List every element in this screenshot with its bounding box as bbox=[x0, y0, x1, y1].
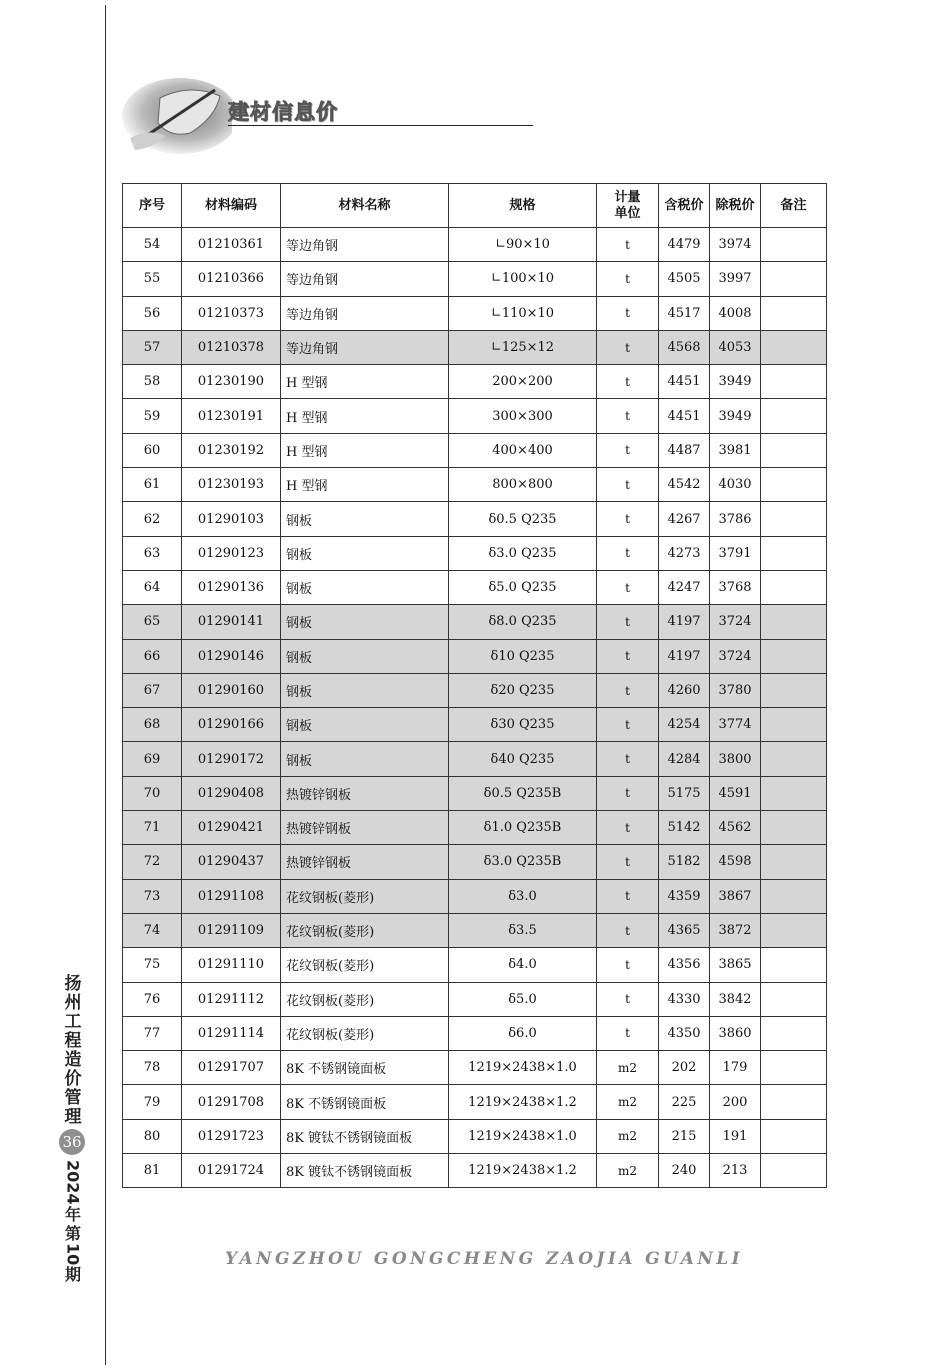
cell-net-price: 3974 bbox=[710, 228, 761, 262]
cell-tax-price: 4330 bbox=[659, 982, 710, 1016]
table-row bbox=[123, 742, 827, 776]
cell-note bbox=[761, 845, 827, 879]
cell-tax-price: 4451 bbox=[659, 365, 710, 399]
cell-unit: t bbox=[597, 742, 659, 776]
cell-net-price: 3774 bbox=[710, 708, 761, 742]
cell-code: 01290172 bbox=[182, 742, 281, 776]
cell-no: 69 bbox=[123, 742, 182, 776]
cell-note bbox=[761, 262, 827, 296]
table-row bbox=[123, 296, 827, 330]
table-row bbox=[123, 776, 827, 810]
table-row bbox=[123, 1085, 827, 1119]
section-title: 建材信息价 bbox=[228, 100, 338, 124]
cell-tax-price: 4487 bbox=[659, 433, 710, 467]
cell-tax-price: 4356 bbox=[659, 948, 710, 982]
issue-info-vertical bbox=[60, 1160, 86, 1284]
cell-spec: 200×200 bbox=[449, 365, 597, 399]
cell-spec: δ8.0 Q235 bbox=[449, 605, 597, 639]
table-row bbox=[123, 399, 827, 433]
cell-spec: 1219×2438×1.2 bbox=[449, 1154, 597, 1188]
header-net-price: 除税价 bbox=[710, 184, 761, 228]
table-row bbox=[123, 502, 827, 536]
cell-tax-price: 4451 bbox=[659, 399, 710, 433]
cell-name: H 型钢 bbox=[281, 468, 449, 502]
cell-code: 01210361 bbox=[182, 228, 281, 262]
header-name: 材料名称 bbox=[281, 184, 449, 228]
cell-no: 54 bbox=[123, 228, 182, 262]
cell-note bbox=[761, 811, 827, 845]
cell-code: 01230190 bbox=[182, 365, 281, 399]
cell-unit: t bbox=[597, 228, 659, 262]
cell-no: 63 bbox=[123, 536, 182, 570]
cell-unit: t bbox=[597, 468, 659, 502]
cell-tax-price: 4542 bbox=[659, 468, 710, 502]
cell-net-price: 3842 bbox=[710, 982, 761, 1016]
cell-note bbox=[761, 536, 827, 570]
cell-code: 01290408 bbox=[182, 776, 281, 810]
cell-no: 62 bbox=[123, 502, 182, 536]
cell-spec: 400×400 bbox=[449, 433, 597, 467]
cell-code: 01291109 bbox=[182, 913, 281, 947]
cell-spec: δ10 Q235 bbox=[449, 639, 597, 673]
cell-code: 01291110 bbox=[182, 948, 281, 982]
cell-unit: t bbox=[597, 673, 659, 707]
cell-name: 钢板 bbox=[281, 639, 449, 673]
cell-net-price: 3791 bbox=[710, 536, 761, 570]
issue-year: 2024 bbox=[63, 1160, 83, 1205]
cell-code: 01290421 bbox=[182, 811, 281, 845]
cell-unit: t bbox=[597, 433, 659, 467]
cell-code: 01290141 bbox=[182, 605, 281, 639]
journal-char: 程 bbox=[64, 1031, 82, 1051]
cell-name: 钢板 bbox=[281, 536, 449, 570]
cell-no: 71 bbox=[123, 811, 182, 845]
cell-note bbox=[761, 296, 827, 330]
cell-spec: δ40 Q235 bbox=[449, 742, 597, 776]
cell-no: 65 bbox=[123, 605, 182, 639]
cell-no: 79 bbox=[123, 1085, 182, 1119]
table-row bbox=[123, 845, 827, 879]
table-row bbox=[123, 708, 827, 742]
header-code: 材料编码 bbox=[182, 184, 281, 228]
cell-name: 热镀锌钢板 bbox=[281, 845, 449, 879]
cell-spec: δ1.0 Q235B bbox=[449, 811, 597, 845]
hand-writing-header-image bbox=[120, 78, 232, 156]
cell-tax-price: 4247 bbox=[659, 570, 710, 604]
cell-no: 68 bbox=[123, 708, 182, 742]
cell-unit: m2 bbox=[597, 1119, 659, 1153]
cell-net-price: 3867 bbox=[710, 879, 761, 913]
cell-unit: t bbox=[597, 811, 659, 845]
cell-tax-price: 4505 bbox=[659, 262, 710, 296]
cell-name: 等边角钢 bbox=[281, 330, 449, 364]
cell-name: H 型钢 bbox=[281, 399, 449, 433]
cell-code: 01210378 bbox=[182, 330, 281, 364]
cell-spec: 1219×2438×1.0 bbox=[449, 1119, 597, 1153]
cell-unit: t bbox=[597, 708, 659, 742]
cell-note bbox=[761, 399, 827, 433]
cell-unit: t bbox=[597, 605, 659, 639]
cell-unit: t bbox=[597, 913, 659, 947]
cell-tax-price: 202 bbox=[659, 1051, 710, 1085]
table-row bbox=[123, 433, 827, 467]
cell-spec: δ5.0 Q235 bbox=[449, 570, 597, 604]
header-note: 备注 bbox=[761, 184, 827, 228]
cell-note bbox=[761, 502, 827, 536]
cell-net-price: 3865 bbox=[710, 948, 761, 982]
cell-net-price: 3724 bbox=[710, 639, 761, 673]
cell-spec: δ20 Q235 bbox=[449, 673, 597, 707]
cell-tax-price: 4359 bbox=[659, 879, 710, 913]
price-table bbox=[122, 183, 827, 1188]
cell-unit: t bbox=[597, 365, 659, 399]
cell-net-price: 3981 bbox=[710, 433, 761, 467]
cell-code: 01210366 bbox=[182, 262, 281, 296]
issue-number: 10 bbox=[63, 1242, 83, 1265]
cell-note bbox=[761, 570, 827, 604]
cell-unit: t bbox=[597, 399, 659, 433]
cell-no: 64 bbox=[123, 570, 182, 604]
cell-code: 01230191 bbox=[182, 399, 281, 433]
cell-unit: t bbox=[597, 639, 659, 673]
cell-spec: δ4.0 bbox=[449, 948, 597, 982]
table-row bbox=[123, 1016, 827, 1050]
cell-unit: t bbox=[597, 536, 659, 570]
cell-spec: 1219×2438×1.2 bbox=[449, 1085, 597, 1119]
cell-net-price: 191 bbox=[710, 1119, 761, 1153]
cell-note bbox=[761, 1119, 827, 1153]
cell-net-price: 3872 bbox=[710, 913, 761, 947]
cell-tax-price: 4273 bbox=[659, 536, 710, 570]
page-number-badge: 36 bbox=[59, 1129, 85, 1155]
cell-name: 花纹钢板(菱形) bbox=[281, 982, 449, 1016]
issue-char-year: 年 bbox=[64, 1204, 81, 1224]
header-unit bbox=[597, 184, 659, 228]
cell-name: 8K 镀钛不锈钢镜面板 bbox=[281, 1119, 449, 1153]
cell-note bbox=[761, 1154, 827, 1188]
table-row bbox=[123, 468, 827, 502]
cell-no: 58 bbox=[123, 365, 182, 399]
cell-unit: t bbox=[597, 776, 659, 810]
cell-no: 73 bbox=[123, 879, 182, 913]
cell-name: 钢板 bbox=[281, 673, 449, 707]
cell-net-price: 179 bbox=[710, 1051, 761, 1085]
journal-char: 理 bbox=[64, 1107, 82, 1127]
cell-spec: δ6.0 bbox=[449, 1016, 597, 1050]
cell-no: 74 bbox=[123, 913, 182, 947]
header-unit-label: 计量单位 bbox=[614, 189, 641, 221]
cell-code: 01291114 bbox=[182, 1016, 281, 1050]
table-row bbox=[123, 1051, 827, 1085]
journal-char: 州 bbox=[64, 993, 82, 1013]
cell-tax-price: 4260 bbox=[659, 673, 710, 707]
cell-name: 等边角钢 bbox=[281, 262, 449, 296]
cell-tax-price: 4267 bbox=[659, 502, 710, 536]
cell-tax-price: 4568 bbox=[659, 330, 710, 364]
cell-note bbox=[761, 468, 827, 502]
cell-code: 01290136 bbox=[182, 570, 281, 604]
cell-unit: t bbox=[597, 948, 659, 982]
cell-tax-price: 4479 bbox=[659, 228, 710, 262]
table-row bbox=[123, 948, 827, 982]
cell-name: 花纹钢板(菱形) bbox=[281, 879, 449, 913]
cell-code: 01210373 bbox=[182, 296, 281, 330]
table-row bbox=[123, 982, 827, 1016]
table-row bbox=[123, 1154, 827, 1188]
cell-net-price: 3724 bbox=[710, 605, 761, 639]
journal-char: 价 bbox=[64, 1069, 82, 1089]
cell-no: 57 bbox=[123, 330, 182, 364]
margin-rule bbox=[105, 5, 106, 1365]
cell-spec: 300×300 bbox=[449, 399, 597, 433]
cell-note bbox=[761, 948, 827, 982]
cell-spec: 800×800 bbox=[449, 468, 597, 502]
table-row bbox=[123, 570, 827, 604]
cell-code: 01291112 bbox=[182, 982, 281, 1016]
cell-note bbox=[761, 708, 827, 742]
table-row bbox=[123, 330, 827, 364]
cell-no: 77 bbox=[123, 1016, 182, 1050]
cell-code: 01290166 bbox=[182, 708, 281, 742]
cell-net-price: 3786 bbox=[710, 502, 761, 536]
cell-tax-price: 4254 bbox=[659, 708, 710, 742]
cell-net-price: 3800 bbox=[710, 742, 761, 776]
journal-char: 工 bbox=[64, 1012, 82, 1032]
cell-note bbox=[761, 1016, 827, 1050]
cell-note bbox=[761, 605, 827, 639]
table-row bbox=[123, 879, 827, 913]
cell-note bbox=[761, 330, 827, 364]
cell-no: 55 bbox=[123, 262, 182, 296]
cell-net-price: 3997 bbox=[710, 262, 761, 296]
cell-spec: 1219×2438×1.0 bbox=[449, 1051, 597, 1085]
cell-spec: δ3.0 Q235 bbox=[449, 536, 597, 570]
cell-tax-price: 4517 bbox=[659, 296, 710, 330]
cell-unit: t bbox=[597, 296, 659, 330]
cell-no: 56 bbox=[123, 296, 182, 330]
cell-note bbox=[761, 742, 827, 776]
cell-name: 等边角钢 bbox=[281, 228, 449, 262]
cell-no: 67 bbox=[123, 673, 182, 707]
cell-code: 01291723 bbox=[182, 1119, 281, 1153]
cell-spec: δ0.5 Q235 bbox=[449, 502, 597, 536]
cell-note bbox=[761, 1085, 827, 1119]
cell-name: 钢板 bbox=[281, 570, 449, 604]
cell-net-price: 213 bbox=[710, 1154, 761, 1188]
cell-name: H 型钢 bbox=[281, 433, 449, 467]
cell-tax-price: 5175 bbox=[659, 776, 710, 810]
cell-tax-price: 4197 bbox=[659, 639, 710, 673]
cell-net-price: 4053 bbox=[710, 330, 761, 364]
cell-note bbox=[761, 639, 827, 673]
header-no: 序号 bbox=[123, 184, 182, 228]
cell-no: 76 bbox=[123, 982, 182, 1016]
cell-code: 01291108 bbox=[182, 879, 281, 913]
cell-code: 01230193 bbox=[182, 468, 281, 502]
cell-name: 8K 镀钛不锈钢镜面板 bbox=[281, 1154, 449, 1188]
cell-code: 01230192 bbox=[182, 433, 281, 467]
journal-name-vertical bbox=[60, 975, 86, 1127]
journal-char: 扬 bbox=[64, 974, 82, 994]
cell-tax-price: 215 bbox=[659, 1119, 710, 1153]
cell-note bbox=[761, 776, 827, 810]
cell-code: 01291708 bbox=[182, 1085, 281, 1119]
cell-spec: ∟100×10 bbox=[449, 262, 597, 296]
journal-char: 造 bbox=[64, 1050, 82, 1070]
cell-name: 热镀锌钢板 bbox=[281, 811, 449, 845]
cell-note bbox=[761, 365, 827, 399]
cell-unit: m2 bbox=[597, 1154, 659, 1188]
cell-net-price: 3860 bbox=[710, 1016, 761, 1050]
cell-spec: δ3.5 bbox=[449, 913, 597, 947]
cell-spec: δ5.0 bbox=[449, 982, 597, 1016]
cell-name: 8K 不锈钢镜面板 bbox=[281, 1085, 449, 1119]
cell-unit: t bbox=[597, 502, 659, 536]
cell-unit: t bbox=[597, 330, 659, 364]
header-spec: 规格 bbox=[449, 184, 597, 228]
cell-spec: δ3.0 bbox=[449, 879, 597, 913]
cell-net-price: 4562 bbox=[710, 811, 761, 845]
cell-no: 59 bbox=[123, 399, 182, 433]
header-tax-price: 含税价 bbox=[659, 184, 710, 228]
cell-code: 01291707 bbox=[182, 1051, 281, 1085]
cell-unit: t bbox=[597, 982, 659, 1016]
cell-unit: t bbox=[597, 570, 659, 604]
title-rule bbox=[228, 125, 533, 126]
cell-net-price: 4598 bbox=[710, 845, 761, 879]
journal-char: 管 bbox=[64, 1088, 82, 1108]
cell-name: 花纹钢板(菱形) bbox=[281, 948, 449, 982]
cell-unit: m2 bbox=[597, 1085, 659, 1119]
cell-name: 8K 不锈钢镜面板 bbox=[281, 1051, 449, 1085]
cell-code: 01290160 bbox=[182, 673, 281, 707]
cell-code: 01290437 bbox=[182, 845, 281, 879]
cell-note bbox=[761, 982, 827, 1016]
cell-tax-price: 4197 bbox=[659, 605, 710, 639]
cell-tax-price: 5142 bbox=[659, 811, 710, 845]
cell-unit: t bbox=[597, 1016, 659, 1050]
cell-note bbox=[761, 433, 827, 467]
cell-unit: t bbox=[597, 262, 659, 296]
cell-tax-price: 240 bbox=[659, 1154, 710, 1188]
table-body bbox=[123, 228, 827, 1188]
cell-net-price: 3768 bbox=[710, 570, 761, 604]
cell-unit: m2 bbox=[597, 1051, 659, 1085]
cell-tax-price: 4350 bbox=[659, 1016, 710, 1050]
cell-net-price: 4008 bbox=[710, 296, 761, 330]
cell-no: 70 bbox=[123, 776, 182, 810]
cell-spec: δ30 Q235 bbox=[449, 708, 597, 742]
cell-tax-price: 5182 bbox=[659, 845, 710, 879]
table-row bbox=[123, 536, 827, 570]
footer-journal-english: YANGZHOU GONGCHENG ZAOJIA GUANLI bbox=[225, 1249, 743, 1269]
cell-tax-price: 4365 bbox=[659, 913, 710, 947]
cell-note bbox=[761, 228, 827, 262]
table-row bbox=[123, 1119, 827, 1153]
cell-code: 01290146 bbox=[182, 639, 281, 673]
cell-no: 60 bbox=[123, 433, 182, 467]
cell-code: 01290103 bbox=[182, 502, 281, 536]
cell-net-price: 4030 bbox=[710, 468, 761, 502]
cell-spec: δ3.0 Q235B bbox=[449, 845, 597, 879]
cell-code: 01290123 bbox=[182, 536, 281, 570]
table-row bbox=[123, 639, 827, 673]
cell-note bbox=[761, 1051, 827, 1085]
cell-spec: δ0.5 Q235B bbox=[449, 776, 597, 810]
cell-no: 72 bbox=[123, 845, 182, 879]
table-row bbox=[123, 811, 827, 845]
cell-name: H 型钢 bbox=[281, 365, 449, 399]
cell-name: 等边角钢 bbox=[281, 296, 449, 330]
cell-name: 钢板 bbox=[281, 708, 449, 742]
cell-note bbox=[761, 879, 827, 913]
table-row bbox=[123, 228, 827, 262]
cell-net-price: 3949 bbox=[710, 365, 761, 399]
cell-no: 78 bbox=[123, 1051, 182, 1085]
cell-code: 01291724 bbox=[182, 1154, 281, 1188]
issue-char-suffix: 期 bbox=[64, 1264, 81, 1284]
cell-name: 钢板 bbox=[281, 742, 449, 776]
cell-spec: ∟90×10 bbox=[449, 228, 597, 262]
cell-tax-price: 225 bbox=[659, 1085, 710, 1119]
cell-spec: ∟125×12 bbox=[449, 330, 597, 364]
cell-net-price: 200 bbox=[710, 1085, 761, 1119]
cell-note bbox=[761, 913, 827, 947]
cell-note bbox=[761, 673, 827, 707]
cell-no: 81 bbox=[123, 1154, 182, 1188]
cell-no: 80 bbox=[123, 1119, 182, 1153]
table-row bbox=[123, 913, 827, 947]
table-row bbox=[123, 605, 827, 639]
table-row bbox=[123, 365, 827, 399]
cell-name: 钢板 bbox=[281, 502, 449, 536]
cell-unit: t bbox=[597, 879, 659, 913]
table-header-row bbox=[123, 184, 827, 228]
cell-name: 钢板 bbox=[281, 605, 449, 639]
cell-name: 花纹钢板(菱形) bbox=[281, 913, 449, 947]
table-row bbox=[123, 262, 827, 296]
cell-no: 61 bbox=[123, 468, 182, 502]
cell-net-price: 3949 bbox=[710, 399, 761, 433]
cell-net-price: 4591 bbox=[710, 776, 761, 810]
cell-spec: ∟110×10 bbox=[449, 296, 597, 330]
cell-name: 花纹钢板(菱形) bbox=[281, 1016, 449, 1050]
cell-name: 热镀锌钢板 bbox=[281, 776, 449, 810]
cell-unit: t bbox=[597, 845, 659, 879]
cell-no: 66 bbox=[123, 639, 182, 673]
table-row bbox=[123, 673, 827, 707]
cell-net-price: 3780 bbox=[710, 673, 761, 707]
issue-char-ordinal: 第 bbox=[64, 1223, 81, 1243]
cell-no: 75 bbox=[123, 948, 182, 982]
cell-tax-price: 4284 bbox=[659, 742, 710, 776]
